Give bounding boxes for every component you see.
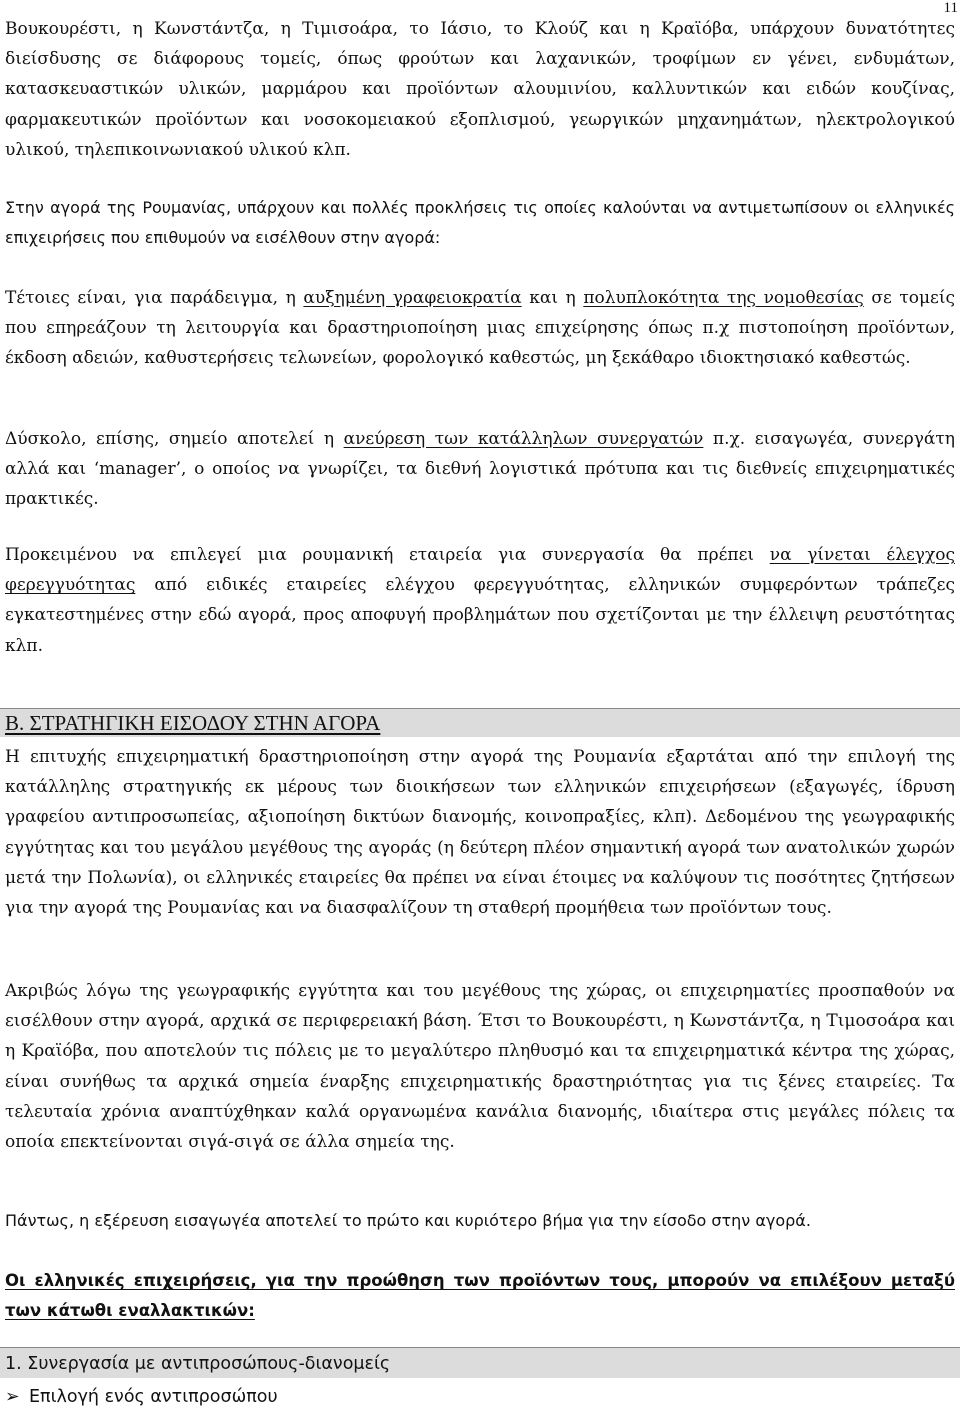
paragraph-sectors: Βουκουρέστι, η Κωνστάντζα, η Τιμισοάρα, το Ιάσιο, το Κλούζ και η Κραϊόβα, υπάρχουν δυνατότητες διείσδυσης σε διάφορους τομείς, όπως φρούτων και λαχανικών, τροφίμων εν γένει, ενδυμάτων, κατασκευαστικών υλικών, μαρμάρου και προϊόντων αλουμινίου, καλλυντικών και ειδών κουζίνας, φαρμακευτικών προϊόντων και νοσοκομειακού εξοπλισμού, γεωργικών μηχανημάτων, ηλεκτρολογικού υλικού, τηλεπικοινωνιακού υλικού κλπ. <box>5 19 955 160</box>
paragraph-bureaucracy <box>5 283 955 374</box>
paragraph-alternatives: Οι ελληνικές επιχειρήσεις, για την προώθηση των προϊόντων τους, μπορούν να επιλέξουν μεταξύ των κάτωθι εναλλακτικών: <box>5 1271 955 1321</box>
underlined-term: πολυπλοκότητα της νομοθεσίας <box>583 288 864 308</box>
list-item-representatives: 1. Συνεργασία με αντιπροσώπους-διανομείς <box>5 1354 391 1374</box>
section-heading: Β. ΣΤΡΑΤΗΓΙΚΗ ΕΙΣΟΔΟΥ ΣΤΗΝ ΑΓΟΡΑ <box>5 711 381 735</box>
underlined-term: αυξημένη γραφειοκρατία <box>303 288 522 308</box>
text-run: και η <box>521 288 584 308</box>
paragraph-importer: Πάντως, η εξέρευση εισαγωγέα αποτελεί το πρώτο και κυριότερο βήμα για την είσοδο στην αγορά. <box>5 1211 811 1230</box>
text-run: σε τομείς που επηρεάζουν τη λειτουργία και δραστηριοποίηση μιας επιχείρησης όπως π.χ πιστοποίηση προϊόντων, έκδοση αδειών, καθυστερήσεις τελωνείων, φορολογικό καθεστώς, μη ξεκάθαρο ιδιοκτησιακό καθεστώς. <box>5 288 956 369</box>
underlined-term: να γίνεται έλεγχος φερεγγυότητας <box>5 545 955 596</box>
paragraph-solvency <box>5 540 955 661</box>
page-number: 11 <box>943 0 958 16</box>
paragraph-partners <box>5 424 955 515</box>
sub-list-item-label: Επιλογή ενός αντιπροσώπου <box>29 1387 278 1407</box>
arrow-bullet-icon: ➢ <box>5 1387 20 1407</box>
paragraph-strategy: Η επιτυχής επιχειρηματική δραστηριοποίηση στην αγορά της Ρουμανία εξαρτάται από την επιλογή της κατάλληλης στρατηγικής εκ μέρους των διοικήσεων των ελληνικών επιχειρήσεων (εξαγωγές, ίδρυση γραφείου αντιπροσωπείας, αξιοποίηση δικτύων διανομής, κοινοπραξίες, κλπ). Δεδομένου της γεωγραφικής εγγύτητας και του μεγάλου μεγέθους της αγοράς (η δεύτερη πλέον σημαντική αγορά των ανατολικών χωρών μετά την Πολωνία), οι ελληνικές εταιρείες θα πρέπει να είναι έτοιμες να καλύψουν τις ποσότητες ζητήσεων για την αγορά της Ρουμανίας και να διασφαλίζουν τη σταθερή προμήθεια των προϊόντων τους. <box>5 747 955 919</box>
text-run: Τέτοιες είναι, για παράδειγμα, η <box>5 288 304 308</box>
text-run: Δύσκολο, επίσης, σημείο αποτελεί η <box>5 429 344 449</box>
paragraph-challenges-intro: Στην αγορά της Ρουμανίας, υπάρχουν και πολλές προκλήσεις τις οποίες καλούνται να αντιμετωπίσουν οι ελληνικές επιχειρήσεις που επιθυμούν να εισέλθουν στην αγορά: <box>5 198 955 248</box>
text-run: Προκειμένου να επιλεγεί μια ρουμανική εταιρεία για συνεργασία θα πρέπει <box>5 545 770 565</box>
text-run: από ειδικές εταιρείες ελέγχου φερεγγυότητας, ελληνικών συμφερόντων τράπεζες εγκατεστημένες στην εδώ αγορά, προς αποφυγή προβλημάτων που σχετίζονται με την έλλειψη ρευστότητας κλπ. <box>5 575 955 656</box>
sub-list-item <box>5 1383 278 1411</box>
text-run: π.χ. εισαγωγέα, συνεργάτη αλλά και ‘manager’, ο οποίος να γνωρίζει, τα διεθνή λογιστικά πρότυπα και τις διεθνείς επιχειρηματικές πρακτικές. <box>5 429 955 510</box>
paragraph-regional-entry: Ακριβώς λόγω της γεωγραφικής εγγύτητα και του μεγέθους της χώρας, οι επιχειρηματίες προσπαθούν να εισέλθουν στην αγορά, αρχικά σε περιφερειακή βάση. Έτσι το Βουκουρέστι, η Κωνστάντζα, η Τιμοσοάρα και η Κραϊόβα, που αποτελούν τις πόλεις με το μεγαλύτερο πληθυσμό και τα επιχειρηματικά κέντρα της χώρας, είναι συνήθως τα αρχικά σημεία έναρξης επιχειρηματικής δραστηριότητας για τις ξένες εταιρείες. Τα τελευταία χρόνια αναπτύχθηκαν καλά οργανωμένα κανάλια διανομής, ιδιαίτερα στις μεγάλες πόλεις τα οποία επεκτείνονται σιγά-σιγά σε άλλα σημεία της. <box>5 981 955 1153</box>
underlined-term: ανεύρεση των κατάλληλων συνεργατών <box>343 429 704 449</box>
